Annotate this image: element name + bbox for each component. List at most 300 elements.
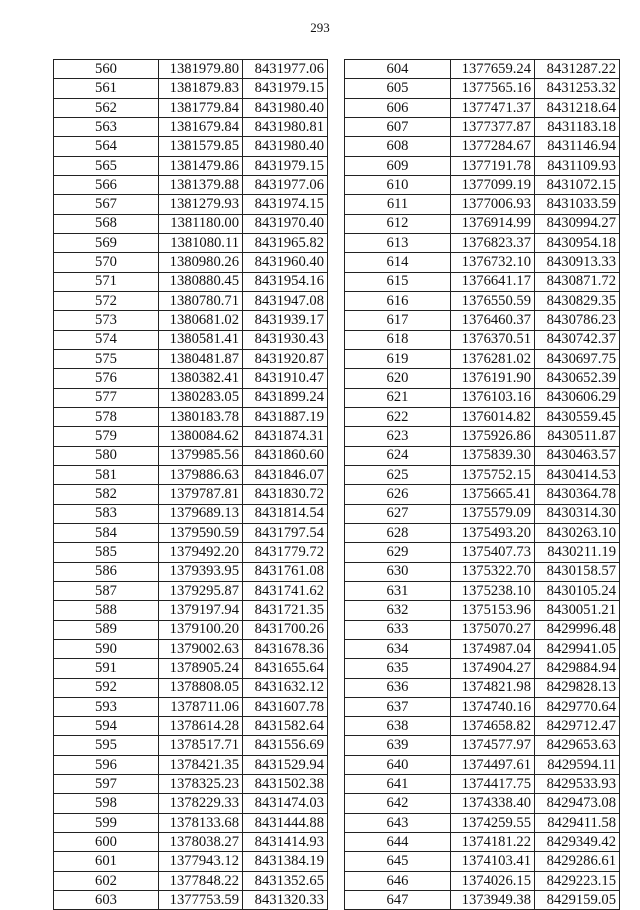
x-coordinate-cell: 1377659.24: [451, 60, 535, 79]
point-number-cell: 601: [54, 852, 159, 871]
table-row: [345, 195, 620, 214]
y-coordinate-cell: 8431947.08: [243, 291, 328, 310]
table-row: [54, 543, 328, 562]
y-coordinate-cell: 8431502.38: [243, 775, 328, 794]
table-row: [345, 697, 620, 716]
y-coordinate-cell: 8431779.72: [243, 543, 328, 562]
point-number-cell: 609: [345, 156, 451, 175]
table-row: [345, 775, 620, 794]
point-number-cell: 591: [54, 659, 159, 678]
point-number-cell: 611: [345, 195, 451, 214]
x-coordinate-cell: 1374904.27: [451, 659, 535, 678]
table-row: [54, 871, 328, 890]
y-coordinate-cell: 8430364.78: [535, 485, 620, 504]
x-coordinate-cell: 1378808.05: [159, 678, 243, 697]
table-row: [345, 465, 620, 484]
y-coordinate-cell: 8431980.40: [243, 137, 328, 156]
x-coordinate-cell: 1374658.82: [451, 717, 535, 736]
point-number-cell: 634: [345, 639, 451, 658]
y-coordinate-cell: 8431700.26: [243, 620, 328, 639]
point-number-cell: 593: [54, 697, 159, 716]
x-coordinate-cell: 1376103.16: [451, 388, 535, 407]
y-coordinate-cell: 8429884.94: [535, 659, 620, 678]
table-row: [345, 659, 620, 678]
point-number-cell: 564: [54, 137, 159, 156]
table-row: [54, 330, 328, 349]
x-coordinate-cell: 1376823.37: [451, 233, 535, 252]
y-coordinate-cell: 8429828.13: [535, 678, 620, 697]
table-row: [345, 272, 620, 291]
x-coordinate-cell: 1375407.73: [451, 543, 535, 562]
x-coordinate-cell: 1379492.20: [159, 543, 243, 562]
x-coordinate-cell: 1378133.68: [159, 813, 243, 832]
point-number-cell: 573: [54, 311, 159, 330]
point-number-cell: 612: [345, 214, 451, 233]
point-number-cell: 639: [345, 736, 451, 755]
x-coordinate-cell: 1381479.86: [159, 156, 243, 175]
x-coordinate-cell: 1379002.63: [159, 639, 243, 658]
point-number-cell: 595: [54, 736, 159, 755]
table-row: [345, 601, 620, 620]
table-row: [345, 504, 620, 523]
y-coordinate-cell: 8431979.15: [243, 79, 328, 98]
point-number-cell: 620: [345, 369, 451, 388]
y-coordinate-cell: 8429594.11: [535, 755, 620, 774]
y-coordinate-cell: 8430105.24: [535, 581, 620, 600]
y-coordinate-cell: 8431960.40: [243, 253, 328, 272]
y-coordinate-cell: 8431930.43: [243, 330, 328, 349]
point-number-cell: 616: [345, 291, 451, 310]
table-row: [54, 659, 328, 678]
table-row: [54, 504, 328, 523]
point-number-cell: 633: [345, 620, 451, 639]
point-number-cell: 578: [54, 407, 159, 426]
point-number-cell: 619: [345, 349, 451, 368]
table-row: [345, 137, 620, 156]
x-coordinate-cell: 1376732.10: [451, 253, 535, 272]
y-coordinate-cell: 8431830.72: [243, 485, 328, 504]
table-row: [345, 485, 620, 504]
point-number-cell: 576: [54, 369, 159, 388]
x-coordinate-cell: 1380581.41: [159, 330, 243, 349]
table-row: [54, 233, 328, 252]
y-coordinate-cell: 8431797.54: [243, 523, 328, 542]
x-coordinate-cell: 1378517.71: [159, 736, 243, 755]
x-coordinate-cell: 1375579.09: [451, 504, 535, 523]
x-coordinate-cell: 1379886.63: [159, 465, 243, 484]
x-coordinate-cell: 1378229.33: [159, 794, 243, 813]
y-coordinate-cell: 8429533.93: [535, 775, 620, 794]
point-number-cell: 624: [345, 446, 451, 465]
table-row: [345, 717, 620, 736]
page-number: 293: [310, 20, 330, 35]
x-coordinate-cell: 1375665.41: [451, 485, 535, 504]
x-coordinate-cell: 1379689.13: [159, 504, 243, 523]
point-number-cell: 626: [345, 485, 451, 504]
y-coordinate-cell: 8429223.15: [535, 871, 620, 890]
point-number-cell: 562: [54, 98, 159, 117]
y-coordinate-cell: 8431814.54: [243, 504, 328, 523]
x-coordinate-cell: 1380084.62: [159, 427, 243, 446]
table-row: [345, 349, 620, 368]
x-coordinate-cell: 1376914.99: [451, 214, 535, 233]
x-coordinate-cell: 1377471.37: [451, 98, 535, 117]
table-row: [54, 852, 328, 871]
point-number-cell: 641: [345, 775, 451, 794]
x-coordinate-cell: 1380481.87: [159, 349, 243, 368]
x-coordinate-cell: 1380980.26: [159, 253, 243, 272]
point-number-cell: 625: [345, 465, 451, 484]
table-row: [345, 233, 620, 252]
point-number-cell: 602: [54, 871, 159, 890]
y-coordinate-cell: 8431529.94: [243, 755, 328, 774]
x-coordinate-cell: 1378614.28: [159, 717, 243, 736]
y-coordinate-cell: 8431474.03: [243, 794, 328, 813]
point-number-cell: 603: [54, 891, 159, 910]
y-coordinate-cell: 8431632.12: [243, 678, 328, 697]
x-coordinate-cell: 1377377.87: [451, 117, 535, 136]
y-coordinate-cell: 8430994.27: [535, 214, 620, 233]
y-coordinate-cell: 8431979.15: [243, 156, 328, 175]
x-coordinate-cell: 1380880.45: [159, 272, 243, 291]
x-coordinate-cell: 1379100.20: [159, 620, 243, 639]
table-row: [54, 794, 328, 813]
x-coordinate-cell: 1380283.05: [159, 388, 243, 407]
table-row: [54, 369, 328, 388]
coordinates-table-left-body: [54, 60, 328, 910]
point-number-cell: 610: [345, 175, 451, 194]
table-row: [54, 736, 328, 755]
y-coordinate-cell: 8431352.65: [243, 871, 328, 890]
x-coordinate-cell: 1377848.22: [159, 871, 243, 890]
x-coordinate-cell: 1381379.88: [159, 175, 243, 194]
table-row: [54, 407, 328, 426]
point-number-cell: 561: [54, 79, 159, 98]
table-row: [54, 427, 328, 446]
y-coordinate-cell: 8431974.15: [243, 195, 328, 214]
point-number-cell: 580: [54, 446, 159, 465]
y-coordinate-cell: 8430871.72: [535, 272, 620, 291]
x-coordinate-cell: 1375493.20: [451, 523, 535, 542]
x-coordinate-cell: 1375926.86: [451, 427, 535, 446]
point-number-cell: 623: [345, 427, 451, 446]
point-number-cell: 627: [345, 504, 451, 523]
y-coordinate-cell: 8430954.18: [535, 233, 620, 252]
y-coordinate-cell: 8430829.35: [535, 291, 620, 310]
y-coordinate-cell: 8429996.48: [535, 620, 620, 639]
point-number-cell: 582: [54, 485, 159, 504]
table-row: [345, 891, 620, 910]
point-number-cell: 568: [54, 214, 159, 233]
point-number-cell: 607: [345, 117, 451, 136]
x-coordinate-cell: 1374259.55: [451, 813, 535, 832]
point-number-cell: 635: [345, 659, 451, 678]
point-number-cell: 614: [345, 253, 451, 272]
point-number-cell: 579: [54, 427, 159, 446]
point-number-cell: 613: [345, 233, 451, 252]
table-row: [345, 523, 620, 542]
table-row: [54, 678, 328, 697]
point-number-cell: 584: [54, 523, 159, 542]
y-coordinate-cell: 8430051.21: [535, 601, 620, 620]
table-row: [54, 813, 328, 832]
x-coordinate-cell: 1376550.59: [451, 291, 535, 310]
table-row: [54, 79, 328, 98]
x-coordinate-cell: 1381180.00: [159, 214, 243, 233]
y-coordinate-cell: 8431970.40: [243, 214, 328, 233]
table-row: [345, 562, 620, 581]
y-coordinate-cell: 8431920.87: [243, 349, 328, 368]
y-coordinate-cell: 8430913.33: [535, 253, 620, 272]
point-number-cell: 570: [54, 253, 159, 272]
table-row: [54, 137, 328, 156]
x-coordinate-cell: 1379787.81: [159, 485, 243, 504]
table-row: [54, 697, 328, 716]
y-coordinate-cell: 8430559.45: [535, 407, 620, 426]
table-row: [54, 581, 328, 600]
point-number-cell: 606: [345, 98, 451, 117]
point-number-cell: 572: [54, 291, 159, 310]
x-coordinate-cell: 1376641.17: [451, 272, 535, 291]
x-coordinate-cell: 1381879.83: [159, 79, 243, 98]
point-number-cell: 605: [345, 79, 451, 98]
x-coordinate-cell: 1375070.27: [451, 620, 535, 639]
table-row: [345, 79, 620, 98]
point-number-cell: 571: [54, 272, 159, 291]
y-coordinate-cell: 8430263.10: [535, 523, 620, 542]
x-coordinate-cell: 1381579.85: [159, 137, 243, 156]
table-row: [345, 755, 620, 774]
table-row: [54, 562, 328, 581]
table-row: [345, 871, 620, 890]
point-number-cell: 628: [345, 523, 451, 542]
x-coordinate-cell: 1378711.06: [159, 697, 243, 716]
table-row: [345, 833, 620, 852]
x-coordinate-cell: 1380780.71: [159, 291, 243, 310]
y-coordinate-cell: 8431444.88: [243, 813, 328, 832]
y-coordinate-cell: 8430652.39: [535, 369, 620, 388]
point-number-cell: 581: [54, 465, 159, 484]
table-row: [54, 833, 328, 852]
table-row: [345, 253, 620, 272]
y-coordinate-cell: 8431910.47: [243, 369, 328, 388]
point-number-cell: 587: [54, 581, 159, 600]
y-coordinate-cell: 8430786.23: [535, 311, 620, 330]
y-coordinate-cell: 8431556.69: [243, 736, 328, 755]
point-number-cell: 569: [54, 233, 159, 252]
table-row: [54, 195, 328, 214]
y-coordinate-cell: 8429770.64: [535, 697, 620, 716]
x-coordinate-cell: 1373949.38: [451, 891, 535, 910]
x-coordinate-cell: 1379590.59: [159, 523, 243, 542]
point-number-cell: 647: [345, 891, 451, 910]
y-coordinate-cell: 8430463.57: [535, 446, 620, 465]
point-number-cell: 632: [345, 601, 451, 620]
point-number-cell: 629: [345, 543, 451, 562]
x-coordinate-cell: 1377099.19: [451, 175, 535, 194]
y-coordinate-cell: 8429941.05: [535, 639, 620, 658]
y-coordinate-cell: 8431874.31: [243, 427, 328, 446]
x-coordinate-cell: 1376281.02: [451, 349, 535, 368]
table-row: [54, 717, 328, 736]
x-coordinate-cell: 1374740.16: [451, 697, 535, 716]
point-number-cell: 644: [345, 833, 451, 852]
table-row: [345, 369, 620, 388]
x-coordinate-cell: 1376191.90: [451, 369, 535, 388]
y-coordinate-cell: 8431414.93: [243, 833, 328, 852]
point-number-cell: 589: [54, 620, 159, 639]
table-row: [54, 639, 328, 658]
y-coordinate-cell: 8431320.33: [243, 891, 328, 910]
table-row: [345, 311, 620, 330]
y-coordinate-cell: 8431899.24: [243, 388, 328, 407]
y-coordinate-cell: 8430742.37: [535, 330, 620, 349]
x-coordinate-cell: 1375238.10: [451, 581, 535, 600]
table-row: [54, 446, 328, 465]
table-row: [54, 601, 328, 620]
x-coordinate-cell: 1378905.24: [159, 659, 243, 678]
point-number-cell: 642: [345, 794, 451, 813]
y-coordinate-cell: 8431218.64: [535, 98, 620, 117]
point-number-cell: 563: [54, 117, 159, 136]
y-coordinate-cell: 8431980.81: [243, 117, 328, 136]
point-number-cell: 598: [54, 794, 159, 813]
x-coordinate-cell: 1375839.30: [451, 446, 535, 465]
point-number-cell: 640: [345, 755, 451, 774]
x-coordinate-cell: 1377565.16: [451, 79, 535, 98]
table-row: [345, 446, 620, 465]
table-row: [345, 794, 620, 813]
coordinates-table-left: [53, 59, 328, 910]
y-coordinate-cell: 8431846.07: [243, 465, 328, 484]
y-coordinate-cell: 8431954.16: [243, 272, 328, 291]
y-coordinate-cell: 8430211.19: [535, 543, 620, 562]
table-row: [345, 388, 620, 407]
point-number-cell: 637: [345, 697, 451, 716]
x-coordinate-cell: 1376370.51: [451, 330, 535, 349]
table-row: [54, 523, 328, 542]
x-coordinate-cell: 1374497.61: [451, 755, 535, 774]
y-coordinate-cell: 8431033.59: [535, 195, 620, 214]
table-row: [54, 98, 328, 117]
point-number-cell: 597: [54, 775, 159, 794]
y-coordinate-cell: 8429286.61: [535, 852, 620, 871]
y-coordinate-cell: 8431939.17: [243, 311, 328, 330]
x-coordinate-cell: 1379393.95: [159, 562, 243, 581]
point-number-cell: 638: [345, 717, 451, 736]
table-row: [345, 291, 620, 310]
y-coordinate-cell: 8429653.63: [535, 736, 620, 755]
y-coordinate-cell: 8431607.78: [243, 697, 328, 716]
x-coordinate-cell: 1374181.22: [451, 833, 535, 852]
x-coordinate-cell: 1377753.59: [159, 891, 243, 910]
x-coordinate-cell: 1381080.11: [159, 233, 243, 252]
table-row: [54, 349, 328, 368]
point-number-cell: 631: [345, 581, 451, 600]
x-coordinate-cell: 1380382.41: [159, 369, 243, 388]
table-row: [54, 620, 328, 639]
point-number-cell: 590: [54, 639, 159, 658]
point-number-cell: 618: [345, 330, 451, 349]
x-coordinate-cell: 1378038.27: [159, 833, 243, 852]
x-coordinate-cell: 1375322.70: [451, 562, 535, 581]
point-number-cell: 594: [54, 717, 159, 736]
table-row: [345, 407, 620, 426]
point-number-cell: 617: [345, 311, 451, 330]
point-number-cell: 567: [54, 195, 159, 214]
y-coordinate-cell: 8430414.53: [535, 465, 620, 484]
table-row: [345, 60, 620, 79]
table-row: [54, 272, 328, 291]
y-coordinate-cell: 8431109.93: [535, 156, 620, 175]
x-coordinate-cell: 1374026.15: [451, 871, 535, 890]
y-coordinate-cell: 8431741.62: [243, 581, 328, 600]
x-coordinate-cell: 1380183.78: [159, 407, 243, 426]
x-coordinate-cell: 1381779.84: [159, 98, 243, 117]
point-number-cell: 596: [54, 755, 159, 774]
x-coordinate-cell: 1378325.23: [159, 775, 243, 794]
table-row: [54, 60, 328, 79]
table-row: [345, 813, 620, 832]
table-row: [54, 214, 328, 233]
y-coordinate-cell: 8431980.40: [243, 98, 328, 117]
y-coordinate-cell: 8430697.75: [535, 349, 620, 368]
table-row: [345, 427, 620, 446]
point-number-cell: 645: [345, 852, 451, 871]
x-coordinate-cell: 1374417.75: [451, 775, 535, 794]
y-coordinate-cell: 8431072.15: [535, 175, 620, 194]
x-coordinate-cell: 1374103.41: [451, 852, 535, 871]
x-coordinate-cell: 1374338.40: [451, 794, 535, 813]
y-coordinate-cell: 8430606.29: [535, 388, 620, 407]
table-row: [54, 156, 328, 175]
x-coordinate-cell: 1377006.93: [451, 195, 535, 214]
x-coordinate-cell: 1375153.96: [451, 601, 535, 620]
table-row: [54, 311, 328, 330]
y-coordinate-cell: 8429349.42: [535, 833, 620, 852]
point-number-cell: 588: [54, 601, 159, 620]
table-row: [54, 253, 328, 272]
y-coordinate-cell: 8429712.47: [535, 717, 620, 736]
x-coordinate-cell: 1375752.15: [451, 465, 535, 484]
point-number-cell: 636: [345, 678, 451, 697]
x-coordinate-cell: 1379197.94: [159, 601, 243, 620]
point-number-cell: 577: [54, 388, 159, 407]
coordinates-table-right: [344, 59, 620, 910]
table-row: [345, 736, 620, 755]
table-row: [54, 175, 328, 194]
y-coordinate-cell: 8431287.22: [535, 60, 620, 79]
table-row: [345, 214, 620, 233]
coordinates-table-right-body: [345, 60, 620, 910]
y-coordinate-cell: 8430314.30: [535, 504, 620, 523]
table-row: [54, 891, 328, 910]
x-coordinate-cell: 1374987.04: [451, 639, 535, 658]
table-row: [54, 388, 328, 407]
table-row: [345, 175, 620, 194]
point-number-cell: 565: [54, 156, 159, 175]
y-coordinate-cell: 8430158.57: [535, 562, 620, 581]
x-coordinate-cell: 1379985.56: [159, 446, 243, 465]
x-coordinate-cell: 1376460.37: [451, 311, 535, 330]
point-number-cell: 608: [345, 137, 451, 156]
point-number-cell: 586: [54, 562, 159, 581]
table-row: [54, 755, 328, 774]
table-row: [345, 581, 620, 600]
y-coordinate-cell: 8431183.18: [535, 117, 620, 136]
table-row: [345, 852, 620, 871]
y-coordinate-cell: 8431965.82: [243, 233, 328, 252]
